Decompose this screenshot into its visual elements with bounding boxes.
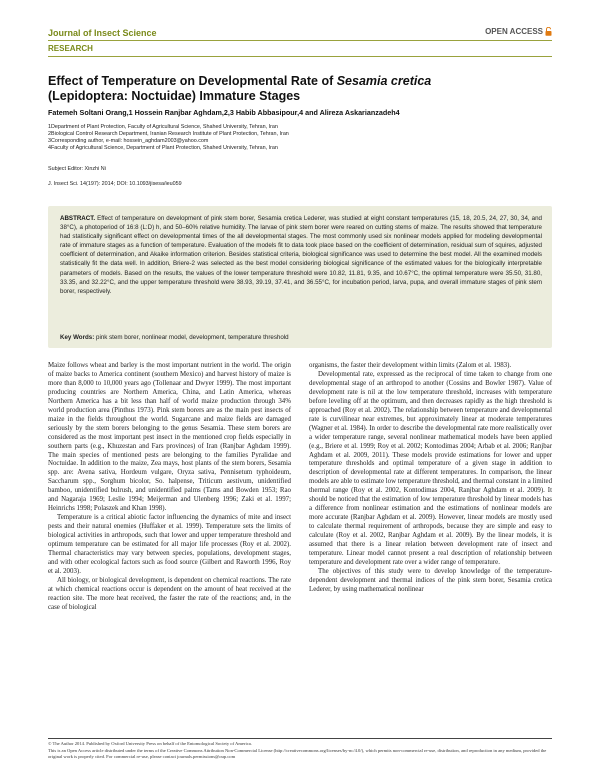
abstract-text: Effect of temperature on development of pink stem borer, Sesamia cretica Lederer, was studied at eight constant temperatures (15, 18, 20.5, 24, 27, 30, 34, and 38°C), a photoperiod of 16:8 (L:D) h, and 50–60% relative humidity. The larvae of pink stem borer were reared on cutting stems of maize. The results showed that temperature had statistically significant effect on developmental times of the all developmental stages. The most commonly used six nonlinear models applied for modeling developmental rate of immature stages as a function of temperature. Evaluation of the models fit to data took place based on the coefficient of determination, residual sum of squires, adjusted coefficient of determination, and Akaike information criterion. Besides statistical criteria, biological significance was used to determine the best model. All the examined models statistically fit the data well. In addition, Briere-2 was selected as the best model considering biological significance of the estimated values for the biologically interpretable parameters of models. Based on the results, the values of the lower temperature threshold were 10.82, 11.81, 9.35, and 10.67°C, the optimal temperature were 35.50, 31.80, 33.35, and 32.22°C, and the upper temperature threshold were 38.93, 39.19, 37.41, and 36.55°C, for incubation period, larva, pupa, and overall immature stages of pink stem borer, respectively.: [60, 215, 542, 295]
license-text: This is an Open Access article distributed under the terms of the Creative Commons Attribution Non-Commercial License (http://creativecommons.org/licenses/by-nc/4.0/), which permits non-commercial re-use, distribution, and reproduction in any medium, provided the original work is properly cited. For commercial re-use, please contact journals.permissions@oup.com: [48, 747, 547, 759]
author-list: Fatemeh Soltani Orang,1 Hossein Ranjbar Aghdam,2,3 Habib Abbasipour,4 and Alireza Askarianzadeh4: [48, 108, 400, 117]
citation: J. Insect Sci. 14(197): 2014; DOI: 10.1093/jisesa/ieu059: [48, 181, 182, 187]
abstract-label: ABSTRACT.: [60, 215, 96, 222]
abstract: [60, 214, 542, 296]
open-lock-icon: [545, 27, 552, 36]
body-column-right: [309, 362, 552, 595]
keywords: [60, 334, 542, 341]
body-paragraph: Maize follows wheat and barley is the most important nutrient in the world. The origin of maize backs to America continent (southern Mexico) and harvest history of maize is more than 8,000 to 10,000 years ago (Tollenaar and Dwyer 1999). The most important producing countries are Northern America, China, and Latin America, whereas Northern America has a bit less than half of world maize production through 34% world production area (Pinthus 1973). Pink stem borers are as the main pest insects of maize in the fields throughout the world. Sugarcane and maize fields are damaged seriously by the stem borers belonging to the genus Sesamia. These stem borers are considered as the most important pest insect in the mentioned crop fields especially in southern parts (e.g., Khuzestan and Fars provinces) of Iran (Ranjbar Aghdam 1999). The main species of mentioned pests are belonging to the families Pyralidae and Noctuidae. In addition to the maize, Zea mays, host plants of the stem borers, Sesamia spp. are: Avena sativa, Hordeum vulgare, Oryza sativa, Pennisetum typhoideum, Saccharum spp., Sorghum bicolor, So. halpense, Triticum aestivum, unidentified bamboo, unidentified bulrush, and unidentified palms (Tams and Bowden 1953; Rao and Nagaraja 1969; Leslie 1994; Meijerman and Ulenberg 1996; Zaki et al. 1997; Heinrichs 1998; Polaszek and Khan 1998).: [48, 362, 291, 513]
keywords-text: pink stem borer, nonlinear model, development, temperature threshold: [96, 334, 289, 341]
open-access-label: OPEN ACCESS: [485, 27, 543, 36]
title-part-2: (Lepidoptera: Noctuidae) Immature Stages: [48, 89, 301, 103]
copyright-line: © The Author 2014. Published by Oxford University Press on behalf of the Entomological Society of America.: [48, 741, 252, 746]
title-part-1: Effect of Temperature on Developmental Rate of: [48, 74, 337, 88]
body-column-left: [48, 362, 291, 613]
body-paragraph: organisms, the faster their development within limits (Zalom et al. 1983).: [309, 362, 512, 369]
affiliation-1: 1Department of Plant Protection, Faculty of Agricultural Science, Shahed University, Tehran, Iran: [48, 124, 278, 130]
article-title: [48, 74, 552, 104]
title-species: Sesamia cretica: [336, 74, 432, 88]
body-paragraph: The objectives of this study were to develop knowledge of the temperature-dependent development and thermal indices of the pink stem borer, Sesamia cretica Lederer, by using mathematical nonlinear: [309, 567, 552, 593]
journal-name[interactable]: Journal of Insect Science: [48, 28, 157, 38]
keywords-label: Key Words:: [60, 334, 95, 341]
header-rule: [48, 40, 552, 41]
affiliation-4: 4Faculty of Agricultural Science, Department of Plant Protection, Shahed University, Tehran, Iran: [48, 145, 278, 151]
subject-editor: Subject Editor: Xinzhi Ni: [48, 166, 106, 172]
body-paragraph: All biology, or biological development, is dependent on chemical reactions. The rate at which chemical reactions occur is dependent on the amount of heat received at the reaction site. The more heat received, the faster the rate of the reactions; and, in the case of biological: [48, 576, 291, 611]
section-label: RESEARCH: [48, 44, 93, 53]
section-rule: [48, 56, 552, 57]
affiliation-3: 3Corresponding author, e-mail: hossein_aghdam2003@yahoo.com: [48, 138, 209, 144]
open-access-badge: [485, 27, 552, 36]
affiliation-2: 2Biological Control Research Department, Iranian Research Institute of Plant Protection, Tehran, Iran: [48, 131, 289, 137]
footer-rule: [48, 738, 552, 739]
license-footer: [48, 741, 552, 761]
body-paragraph: Temperature is a critical abiotic factor influencing the dynamics of mite and insect pests and their natural enemies (Huffaker et al. 1999). Temperature sets the limits of biological activities in arthropods, such that lower and upper temperature threshold and optimum temperature can be estimated for all major life processes (Roy et al. 2002). Thermal characteristics may vary between species, populations, development stages, and with other ecological factors such as food source (Gilbert and Raworth 1996, Roy et al. 2003).: [48, 514, 291, 575]
body-paragraph: Developmental rate, expressed as the reciprocal of time taken to change from one developmental stage of an arthropod to another (Cossins and Bowler 1987). Value of development rate is nil at the low temperature threshold, increases with temperature before leveling off at the optimum, and then decreases rapidly as the high threshold is approached (Roy et al. 2002). The relationship between temperature and developmental rate is curvilinear near extremes, but approximately linear at moderate temperatures (Wagner et al. 1984). In order to describe the developmental rate more realistically over a wider temperature range, several nonlinear mathematical models have been applied (e.g., Briere et al. 1999; Roy et al. 2002; Kontodimas 2004; Arbab et al. 2006; Ranjbar Aghdam et al. 2009, 2011). These models provide estimations for lower and upper temperature thresholds and optimal temperature of a given stage in addition to description of developmental rate at different temperatures. In comparison, the linear models are able to estimate low temperature threshold, and thermal constant in a limited thermal range (Roy et al. 2002, Kontodimas 2004, Ranjbar Aghdam et al. 2009). It should be noticed that the estimation of low temperature threshold by linear models has a difference from nonlinear estimation and the estimations of nonlinear models are more accurate (Ranjbar Aghdam et al. 2009). However, linear models are mostly used to calculate thermal requirement of arthropods, because they are simple and easy to calculate (Roy et al. 2002, Ranjbar Aghdam et al. 2009). By the linear models, it is assumed that there is a linear relation between development rate of insect and temperature. Linear model cannot present a real description of relationship between temperature and development rate over a wider range of temperature.: [309, 370, 553, 566]
